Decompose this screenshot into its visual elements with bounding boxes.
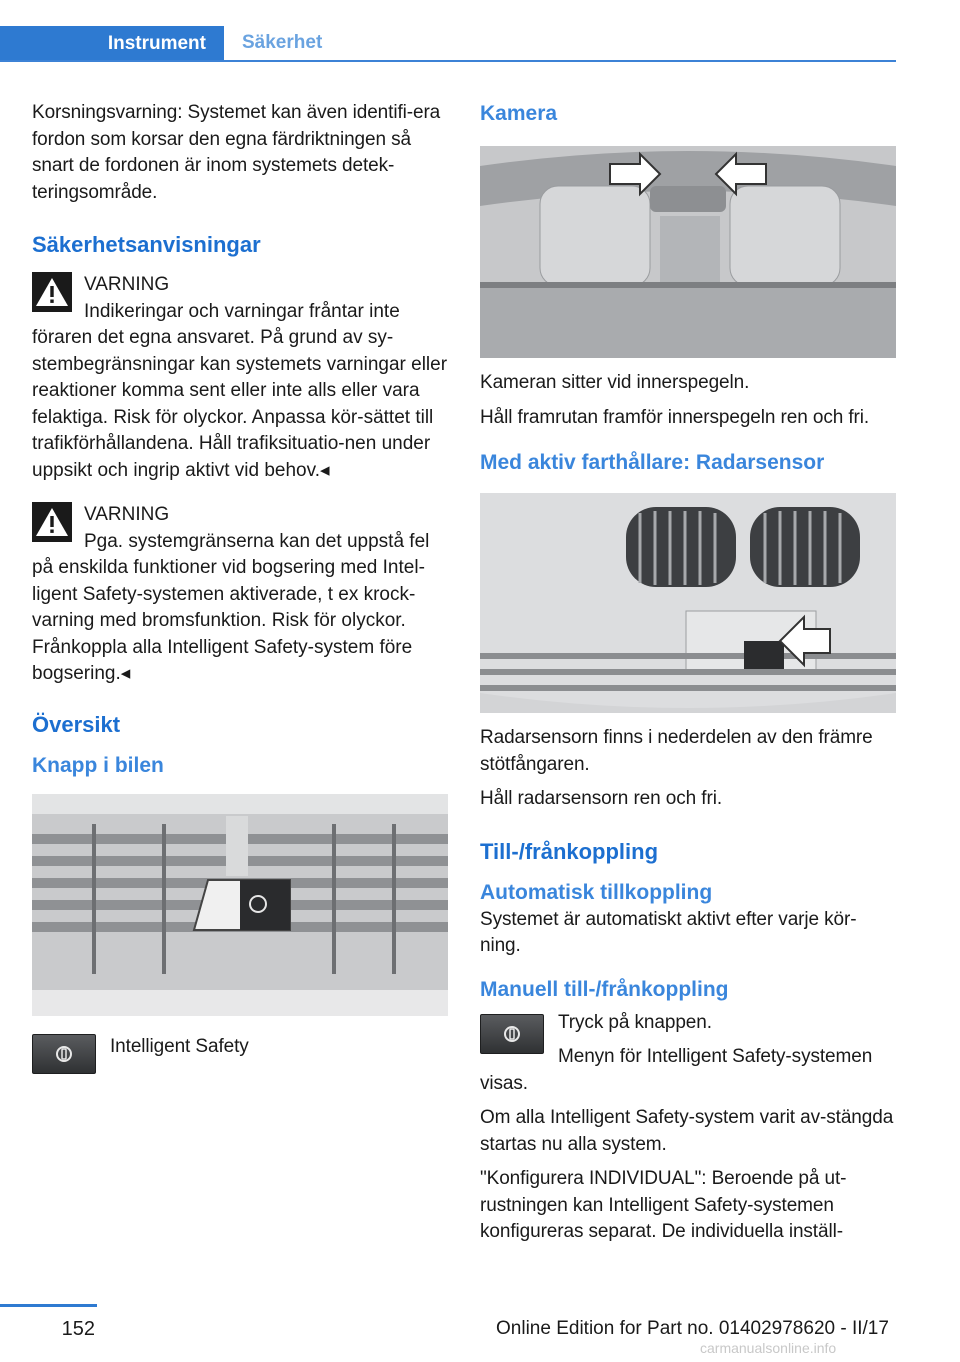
manual-steps — [480, 1010, 896, 1098]
button-heading: Knapp i bilen — [32, 753, 164, 777]
manual-step-1: Tryck på knappen. — [558, 1011, 712, 1033]
edition-line: Online Edition for Part no. 01402978620 - II/17 — [496, 1318, 889, 1339]
radar-text-1: Radarsensorn finns i nederdelen av den främre stötfångaren. — [480, 727, 873, 775]
warning-triangle-icon — [32, 272, 72, 312]
page-number: 152 — [61, 1318, 95, 1340]
car-interior-illustration — [480, 146, 896, 358]
auto-heading: Automatisk tillkoppling — [480, 880, 713, 904]
safety-icon — [502, 1024, 522, 1044]
manual-text-3: Om alla Intelligent Safety-system varit av-stängda startas nu alla system. — [480, 1107, 894, 1155]
warning-text: Indikeringar och varningar fråntar inte föraren det egna ansvaret. På grund av sy-stembegränsningar kan systemets varningar eller reaktioner komma sent eller inte alls eller vara felaktiga. Risk för olyckor. Anpassa kör-sättet till trafikförhållandena. Håll trafiksituatio-nen under uppsikt och ingrip aktivt vid behov.◂ — [32, 300, 448, 481]
manual-step-2: Menyn för Intelligent Safety-systemen visas. — [480, 1046, 873, 1094]
watermark: carmanualsonline.info — [700, 1340, 837, 1356]
warning-title: VARNING — [84, 504, 170, 525]
left-column — [32, 100, 448, 1080]
auto-text: Systemet är automatiskt aktivt efter varje kör-ning. — [480, 908, 857, 956]
safety-heading: Säkerhetsanvisningar — [32, 232, 261, 257]
warning-block-2 — [32, 502, 448, 688]
button-legend — [32, 1034, 448, 1080]
tab-sakerhet[interactable]: Säkerhet — [242, 32, 323, 53]
camera-heading: Kamera — [480, 102, 558, 125]
button-label: Intelligent Safety — [110, 1035, 249, 1057]
manual-text-4: "Konfigurera INDIVIDUAL": Beroende på ut-rustningen kan Intelligent Safety-systemen konfigureras separat. De individuella inställ- — [480, 1168, 847, 1242]
onoff-heading: Till-/frånkoppling — [480, 838, 659, 864]
right-column — [480, 100, 896, 1254]
button-photo — [32, 794, 448, 1016]
safety-icon — [54, 1044, 74, 1064]
grille-button-illustration — [32, 794, 448, 1016]
radar-heading: Med aktiv farthållare: Radarsensor — [480, 451, 825, 474]
intro-paragraph: Korsningsvarning: Systemet kan även identifi-era fordon som korsar den egna färdriktningen så snart de fordonen är inom systemets detek-teringsområde. — [32, 102, 441, 203]
warning-text: Pga. systemgränserna kan det uppstå fel på enskilda funktioner vid bogsering med Intel-ligent Safety-systemen aktiverade, t ex krock-varning med bromsfunktion. Risk för olyckor. Frånkoppla alla Intelligent Safety-system före bogsering.◂ — [32, 530, 430, 684]
header-rule — [0, 60, 896, 62]
radar-photo — [480, 493, 896, 713]
manual-heading: Manuell till-/frånkoppling — [480, 977, 729, 1001]
tab-instrument[interactable]: Instrument — [0, 26, 224, 62]
footer-rule — [0, 1304, 97, 1307]
intelligent-safety-button-icon — [480, 1014, 544, 1054]
front-bumper-illustration — [480, 493, 896, 713]
camera-text-1: Kameran sitter vid innerspegeln. — [480, 372, 750, 393]
warning-title: VARNING — [84, 274, 170, 295]
camera-photo — [480, 146, 896, 358]
camera-text-2: Håll framrutan framför innerspegeln ren och fri. — [480, 406, 870, 428]
warning-block-1 — [32, 272, 448, 484]
chapter-tabs — [0, 26, 896, 62]
overview-heading: Översikt — [32, 711, 121, 737]
intelligent-safety-button-icon — [32, 1034, 96, 1074]
radar-text-2: Håll radarsensorn ren och fri. — [480, 788, 722, 809]
warning-triangle-icon — [32, 502, 72, 542]
